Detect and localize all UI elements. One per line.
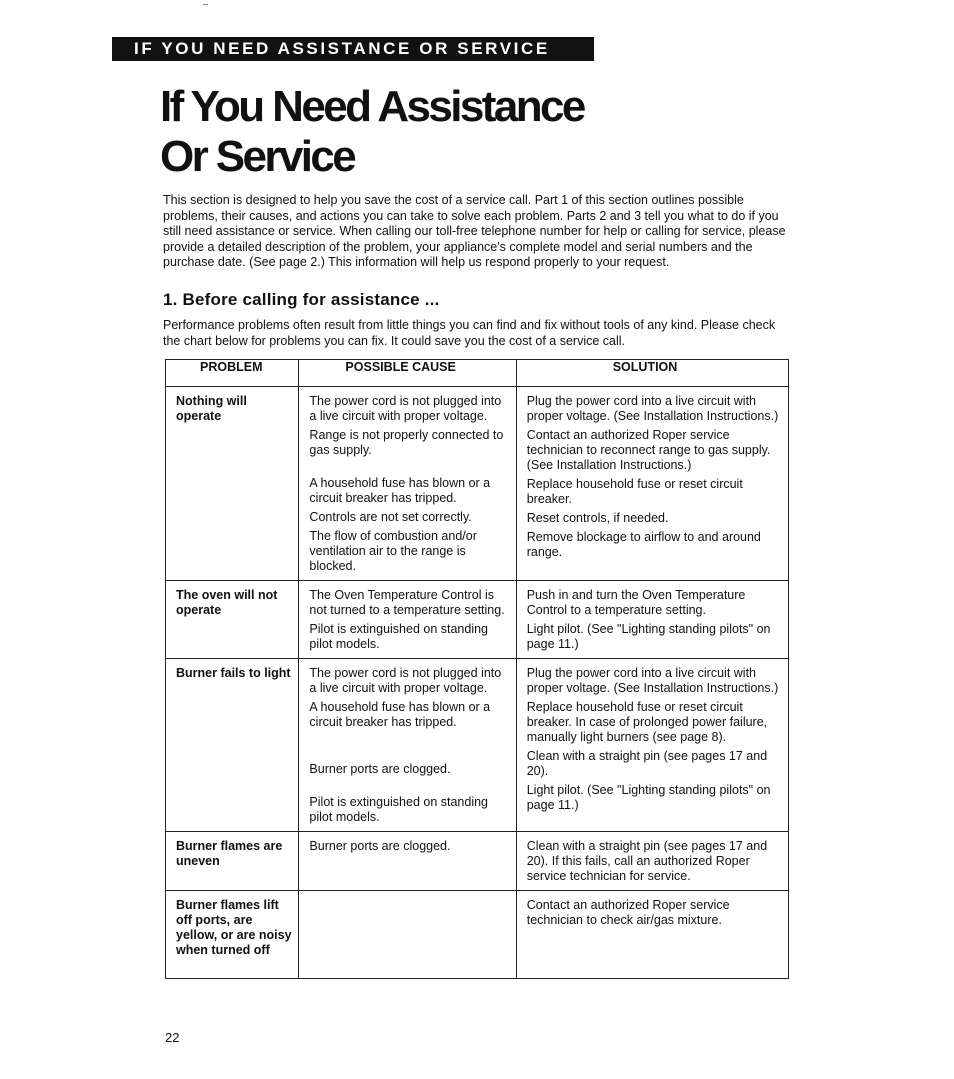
solution-item: Clean with a straight pin (see pages 17 and 20). [526,749,768,778]
cause-item: The flow of combustion and/or ventilation air to the range is blocked. [309,529,477,573]
title-line-2: Or Service [160,132,355,181]
table-row [166,832,789,891]
banner-text: IF YOU NEED ASSISTANCE OR SERVICE [134,39,550,58]
section-heading: 1. Before calling for assistance ... [163,290,440,309]
solution-item: Light pilot. (See "Lighting standing pilots" on page 11.) [526,783,771,812]
cause-cell [299,659,516,832]
table-header-row [166,360,789,387]
solution-cell [516,581,788,659]
problem-cell: The oven will not operate [166,581,299,659]
table-row [166,659,789,832]
title-line-1: If You Need Assistance [160,82,584,131]
problem-cell: Burner flames lift off ports, are yellow, or are noisy when turned off [166,891,299,979]
cause-item: Controls are not set correctly. [309,510,472,524]
table-body [166,387,789,979]
solution-item: Contact an authorized Roper service technician to reconnect range to gas supply. (See Installation Instructions.) [526,428,771,472]
problem-cell: Burner flames are uneven [166,832,299,891]
scan-mark [203,4,208,5]
cause-item: The Oven Temperature Control is not turned to a temperature setting. [309,588,505,617]
solution-item: Push in and turn the Oven Temperature Control to a temperature setting. [526,588,746,617]
solution-item: Reset controls, if needed. [526,511,669,525]
cause-item: Burner ports are clogged. [309,762,451,776]
solution-item: Plug the power cord into a live circuit with proper voltage. (See Installation Instructions.) [526,394,779,423]
solution-cell [516,832,788,891]
page-number: 22 [165,1030,180,1045]
section-banner [112,37,594,61]
solution-item: Replace household fuse or reset circuit breaker. In case of prolonged power failure, manually light burners (see page 8). [526,700,768,744]
solution-cell [516,387,788,581]
cause-item: Burner ports are clogged. [309,839,451,853]
solution-item: Remove blockage to airflow to and around range. [526,530,761,559]
cause-item: Pilot is extinguished on standing pilot models. [309,622,489,651]
cause-item: A household fuse has blown or a circuit breaker has tripped. [309,476,491,505]
solution-cell [516,891,788,979]
table-row [166,581,789,659]
cause-item: Range is not properly connected to gas supply. [309,428,504,457]
cause-item: A household fuse has blown or a circuit breaker has tripped. [309,700,491,729]
problem-cell: Burner fails to light [166,659,299,832]
solution-item: Contact an authorized Roper service technician to check air/gas mixture. [526,898,730,927]
problem-cell: Nothing will operate [166,387,299,581]
header-possible-cause: POSSIBLE CAUSE [299,360,516,387]
cause-cell [299,891,516,979]
cause-item: The power cord is not plugged into a live circuit with proper voltage. [309,394,502,423]
intro-paragraph: This section is designed to help you save the cost of a service call. Part 1 of this section outlines possible problems, their causes, and actions you can take to solve each problem. Parts 2 and 3 tell you what to do if you still need assistance or service. When calling our toll-free telephone number for help or calling for service, please provide a detailed description of the problem, your appliance's complete model and serial numbers and the purchase date. (See page 2.) This information will help us respond properly to your request. [163,193,786,270]
cause-cell [299,387,516,581]
troubleshooting-table [165,359,789,979]
table-row [166,891,789,979]
header-solution: SOLUTION [516,360,788,387]
section-intro-paragraph: Performance problems often result from little things you can find and fix without tools of any kind. Please check the chart below for problems you can fix. It could save you the cost of a service call. [163,318,776,348]
cause-item: The power cord is not plugged into a live circuit with proper voltage. [309,666,502,695]
solution-item: Clean with a straight pin (see pages 17 and 20). If this fails, call an authorized Roper service technician for service. [526,839,768,883]
cause-cell [299,832,516,891]
cause-item: Pilot is extinguished on standing pilot models. [309,795,489,824]
header-problem: PROBLEM [166,360,299,387]
solution-cell [516,659,788,832]
cause-cell [299,581,516,659]
table-row [166,387,789,581]
page-title [160,82,584,182]
solution-item: Replace household fuse or reset circuit breaker. [526,477,743,506]
solution-item: Plug the power cord into a live circuit with proper voltage. (See Installation Instructions.) [526,666,779,695]
solution-item: Light pilot. (See "Lighting standing pilots" on page 11.) [526,622,771,651]
